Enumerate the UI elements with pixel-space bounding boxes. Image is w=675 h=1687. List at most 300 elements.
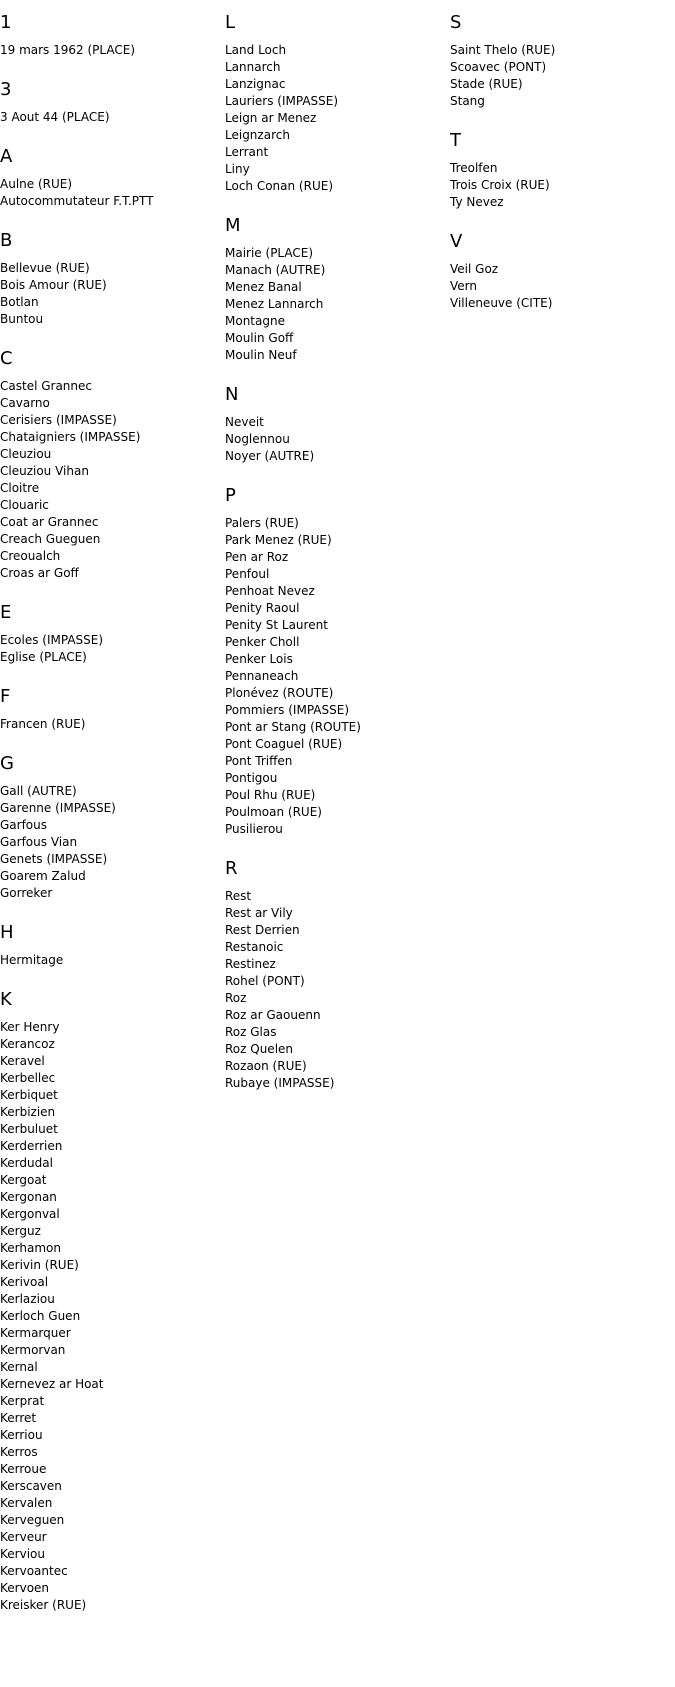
street-list-item [0,193,220,210]
street-link[interactable]: Penity St Laurent [225,618,328,632]
section-letter-heading: B [0,230,13,251]
street-list-item [225,93,445,110]
street-link[interactable]: Penfoul [225,567,270,581]
street-link[interactable]: Menez Banal [225,280,302,294]
street-list-item [0,1223,220,1240]
letter-section [450,231,670,312]
street-link[interactable]: Restinez [225,957,276,971]
street-list-item [225,719,445,736]
letter-section [0,922,220,969]
street-link[interactable]: Rest Derrien [225,923,300,937]
street-link[interactable]: Manach (AUTRE) [225,263,326,277]
street-link[interactable]: Kergoat [0,1173,47,1187]
street-link[interactable]: Kerbizien [0,1105,56,1119]
street-link[interactable]: Bellevue (RUE) [0,261,90,275]
street-link[interactable]: Kervoantec [0,1564,68,1578]
street-link[interactable]: Poulmoan (RUE) [225,805,322,819]
street-link[interactable]: 3 Aout 44 (PLACE) [0,110,110,124]
street-list-item [0,294,220,311]
street-link[interactable]: Gorreker [0,886,53,900]
street-link[interactable]: Scoavec (PONT) [450,60,547,74]
street-list-item [225,1007,445,1024]
section-letter-heading: P [225,485,236,506]
street-list-item [0,1155,220,1172]
street-list-item [225,178,445,195]
street-list-item [0,1495,220,1512]
street-link[interactable]: Noyer (AUTRE) [225,449,315,463]
street-list [225,414,445,465]
street-link[interactable]: Kernevez ar Hoat [0,1377,104,1391]
street-link[interactable]: Kermorvan [0,1343,66,1357]
street-link[interactable]: Lannarch [225,60,281,74]
street-link[interactable]: Lerrant [225,145,269,159]
street-list-item [0,1036,220,1053]
street-list-item [225,262,445,279]
letter-section [0,230,220,328]
street-link[interactable]: Kerhamon [0,1241,61,1255]
street-list [0,632,220,666]
street-list-item [225,347,445,364]
street-list-item [225,1075,445,1092]
street-link[interactable]: Poul Rhu (RUE) [225,788,316,802]
street-list-item [0,1597,220,1614]
street-list-item [225,753,445,770]
street-link[interactable]: Kerlaziou [0,1292,55,1306]
street-list-item [225,448,445,465]
street-list-item [0,514,220,531]
street-link[interactable]: Kerancoz [0,1037,55,1051]
street-link[interactable]: Land Loch [225,43,287,57]
section-letter-heading: E [0,602,12,623]
street-index-column-2 [225,12,445,1112]
street-list-item [0,497,220,514]
street-list-item [0,1461,220,1478]
street-list-item [450,261,670,278]
street-link[interactable]: Rest [225,889,252,903]
street-list-item [0,378,220,395]
street-list [0,716,220,733]
street-list-item [450,93,670,110]
street-list-item [0,395,220,412]
street-link[interactable]: Eglise (PLACE) [0,650,87,664]
street-link[interactable]: Aulne (RUE) [0,177,73,191]
street-list-item [0,1580,220,1597]
street-link[interactable]: Cavarno [0,396,50,410]
street-list-item [0,1257,220,1274]
street-link[interactable]: Ecoles (IMPASSE) [0,633,104,647]
letter-section [0,146,220,210]
street-list-item [0,531,220,548]
street-link[interactable]: Croas ar Goff [0,566,79,580]
street-link[interactable]: Kerprat [0,1394,45,1408]
street-list-item [225,617,445,634]
street-link[interactable]: Kerderrien [0,1139,63,1153]
street-link[interactable]: Palers (RUE) [225,516,299,530]
street-link[interactable]: Kerloch Guen [0,1309,81,1323]
street-list [0,783,220,902]
street-list-item [0,446,220,463]
street-list-item [0,1393,220,1410]
street-list-item [0,1019,220,1036]
street-link[interactable]: Cleuziou Vihan [0,464,89,478]
street-link[interactable]: Kerveguen [0,1513,65,1527]
street-link[interactable]: Liny [225,162,250,176]
street-list-item [225,1041,445,1058]
street-link[interactable]: Penhoat Nevez [225,584,315,598]
street-list-item [450,194,670,211]
street-list-item [0,277,220,294]
section-letter-heading: C [0,348,13,369]
street-link[interactable]: Goarem Zalud [0,869,86,883]
street-list-item [0,1274,220,1291]
street-link[interactable]: Pontigou [225,771,278,785]
street-link[interactable]: Castel Grannec [0,379,92,393]
section-letter-heading: H [0,922,14,943]
section-letter-heading: R [225,858,238,879]
street-list-item [225,770,445,787]
street-link[interactable]: Restanoic [225,940,284,954]
street-list-item [225,431,445,448]
street-link[interactable]: Coat ar Grannec [0,515,99,529]
street-list-item [0,885,220,902]
street-link[interactable]: Stang [450,94,485,108]
street-list-item [0,868,220,885]
street-list-item [450,177,670,194]
letter-section [0,686,220,733]
street-list-item [0,1427,220,1444]
street-link[interactable]: Kerriou [0,1428,43,1442]
street-link[interactable]: Penker Lois [225,652,293,666]
street-list-item [0,1104,220,1121]
street-list-item [0,260,220,277]
street-link[interactable]: Roz ar Gaouenn [225,1008,321,1022]
street-list-item [225,736,445,753]
street-link[interactable]: Roz [225,991,247,1005]
street-list [225,245,445,364]
street-list-item [225,76,445,93]
street-list-item [225,1058,445,1075]
street-list-item [0,1478,220,1495]
street-list-item [0,176,220,193]
street-list-item [0,1444,220,1461]
street-link[interactable]: Creach Gueguen [0,532,101,546]
street-list-item [0,480,220,497]
street-link[interactable]: Roz Glas [225,1025,277,1039]
street-list [0,378,220,582]
section-letter-heading: N [225,384,239,405]
street-link[interactable]: Cloitre [0,481,40,495]
street-list [0,42,220,59]
street-link[interactable]: Trois Croix (RUE) [450,178,550,192]
section-letter-heading: A [0,146,13,167]
street-link[interactable]: Francen (RUE) [0,717,86,731]
street-list-item [450,160,670,177]
street-list [0,176,220,210]
street-link[interactable]: Noglennou [225,432,290,446]
street-list-item [225,313,445,330]
street-link[interactable]: Villeneuve (CITE) [450,296,553,310]
street-link[interactable]: Neveit [225,415,264,429]
street-link[interactable]: Leign ar Menez [225,111,317,125]
street-list-item [225,668,445,685]
street-link[interactable]: Loch Conan (RUE) [225,179,333,193]
street-list-item [225,1024,445,1041]
section-letter-heading: G [0,753,14,774]
street-list-item [0,1138,220,1155]
street-link[interactable]: Rohel (PONT) [225,974,305,988]
street-list-item [0,1325,220,1342]
street-list-item [225,651,445,668]
street-list-item [225,634,445,651]
street-list-item [225,939,445,956]
street-list-item [0,817,220,834]
street-list-item [0,952,220,969]
street-list-item [450,59,670,76]
street-link[interactable]: Kerivin (RUE) [0,1258,79,1272]
street-link[interactable]: Kerveur [0,1530,47,1544]
street-link[interactable]: Kerguz [0,1224,41,1238]
street-list-item [225,566,445,583]
street-link[interactable]: Lauriers (IMPASSE) [225,94,339,108]
street-list [0,260,220,328]
street-list [450,160,670,211]
street-link[interactable]: Vern [450,279,477,293]
street-list-item [0,1172,220,1189]
street-link[interactable]: Pont ar Stang (ROUTE) [225,720,361,734]
street-link[interactable]: Menez Lannarch [225,297,324,311]
street-link[interactable]: Kermarquer [0,1326,71,1340]
street-link[interactable]: Autocommutateur F.T.PTT [0,194,154,208]
street-link[interactable]: Kerdudal [0,1156,53,1170]
street-list-item [0,1376,220,1393]
letter-section [225,12,445,195]
street-link[interactable]: Penker Choll [225,635,300,649]
letter-section [0,348,220,582]
street-link[interactable]: Moulin Neuf [225,348,297,362]
street-list-item [225,804,445,821]
section-letter-heading: F [0,686,11,707]
street-list-item [225,990,445,1007]
street-link[interactable]: Kerret [0,1411,37,1425]
street-list-item [225,42,445,59]
street-list-item [225,973,445,990]
street-link[interactable]: Kerivoal [0,1275,49,1289]
street-link[interactable]: Kerbiquet [0,1088,58,1102]
street-link[interactable]: Pommiers (IMPASSE) [225,703,349,717]
street-list-item [0,565,220,582]
letter-section [0,79,220,126]
street-link[interactable]: Kernal [0,1360,38,1374]
street-list-item [225,161,445,178]
street-link[interactable]: Garfous Vian [0,835,78,849]
street-list-item [225,600,445,617]
street-link[interactable]: Leignzarch [225,128,290,142]
street-link[interactable]: Creoualch [0,549,61,563]
street-link[interactable]: Keravel [0,1054,45,1068]
street-link[interactable]: Ty Nevez [450,195,504,209]
street-link[interactable]: Cerisiers (IMPASSE) [0,413,117,427]
street-list-item [450,76,670,93]
street-link[interactable]: Buntou [0,312,44,326]
street-list-item [0,412,220,429]
street-link[interactable]: Kerviou [0,1547,45,1561]
street-list-item [0,1359,220,1376]
street-list-item [0,42,220,59]
street-list-item [0,800,220,817]
street-list-item [225,821,445,838]
street-link[interactable]: Kergonan [0,1190,57,1204]
street-link[interactable]: Kerbuluet [0,1122,58,1136]
street-list-item [0,1529,220,1546]
street-link[interactable]: Hermitage [0,953,64,967]
street-link[interactable]: Clouaric [0,498,49,512]
street-link[interactable]: Park Menez (RUE) [225,533,332,547]
street-link[interactable]: Montagne [225,314,285,328]
street-link[interactable]: Veil Goz [450,262,499,276]
street-list-item [0,1342,220,1359]
section-letter-heading: S [450,12,462,33]
street-link[interactable]: Kerbellec [0,1071,56,1085]
street-list-item [0,649,220,666]
street-link[interactable]: Garfous [0,818,48,832]
street-list-item [0,1512,220,1529]
street-link[interactable]: Mairie (PLACE) [225,246,314,260]
street-link[interactable]: Pont Coaguel (RUE) [225,737,343,751]
letter-section [225,384,445,465]
street-list-item [0,1308,220,1325]
street-list-item [450,42,670,59]
street-list-item [225,279,445,296]
street-list-item [225,330,445,347]
street-list-item [225,127,445,144]
street-list-item [0,1206,220,1223]
street-link[interactable]: Genets (IMPASSE) [0,852,108,866]
street-list [0,109,220,126]
street-list-item [225,144,445,161]
street-list-item [0,1291,220,1308]
letter-section [450,12,670,110]
street-link[interactable]: Kerroue [0,1462,47,1476]
section-letter-heading: 3 [0,79,12,100]
street-list-item [0,1546,220,1563]
street-link[interactable]: Pusilierou [225,822,283,836]
section-letter-heading: T [450,130,461,151]
street-list-item [225,414,445,431]
street-index-column-3 [450,12,670,332]
street-link[interactable]: Penity Raoul [225,601,300,615]
street-link[interactable]: 19 mars 1962 (PLACE) [0,43,135,57]
street-link[interactable]: Kergonval [0,1207,60,1221]
street-link[interactable]: Saint Thelo (RUE) [450,43,556,57]
street-link[interactable]: Roz Quelen [225,1042,294,1056]
street-list-item [225,956,445,973]
street-link[interactable]: Kervoen [0,1581,50,1595]
street-link[interactable]: Ker Henry [0,1020,60,1034]
street-list-item [225,583,445,600]
street-list-item [225,549,445,566]
street-list-item [0,311,220,328]
street-list [450,261,670,312]
street-list-item [0,1087,220,1104]
street-list-item [225,245,445,262]
street-list-item [450,278,670,295]
street-link[interactable]: Bois Amour (RUE) [0,278,107,292]
street-list-item [450,295,670,312]
street-link[interactable]: Rest ar Vily [225,906,293,920]
letter-section [225,485,445,838]
letter-section [0,753,220,902]
street-link[interactable]: Moulin Goff [225,331,294,345]
street-list-item [225,702,445,719]
street-link[interactable]: Kreisker (RUE) [0,1598,87,1612]
letter-section [225,858,445,1092]
street-list-item [225,905,445,922]
street-list-item [0,1410,220,1427]
street-link[interactable]: Rubaye (IMPASSE) [225,1076,335,1090]
street-list-item [0,716,220,733]
street-link[interactable]: Pont Triffen [225,754,293,768]
street-link[interactable]: Rozaon (RUE) [225,1059,307,1073]
letter-section [0,12,220,59]
street-link[interactable]: Chataigniers (IMPASSE) [0,430,141,444]
street-link[interactable]: Kerros [0,1445,38,1459]
street-link[interactable]: Kervalen [0,1496,53,1510]
street-list [225,888,445,1092]
street-list-item [225,888,445,905]
street-list-item [0,1240,220,1257]
letter-section [225,215,445,364]
street-link[interactable]: Treolfen [450,161,498,175]
section-letter-heading: 1 [0,12,12,33]
street-link[interactable]: Garenne (IMPASSE) [0,801,116,815]
street-link[interactable]: Kerscaven [0,1479,62,1493]
street-link[interactable]: Lanzignac [225,77,286,91]
street-link[interactable]: Plonévez (ROUTE) [225,686,334,700]
street-list [450,42,670,110]
street-link[interactable]: Pennaneach [225,669,299,683]
letter-section [0,602,220,666]
street-link[interactable]: Stade (RUE) [450,77,523,91]
street-list-item [225,685,445,702]
street-list-item [225,787,445,804]
street-list-item [0,851,220,868]
street-index-column-1 [0,12,220,1634]
street-list-item [0,1121,220,1138]
street-list-item [225,515,445,532]
letter-section [0,989,220,1614]
street-list [225,515,445,838]
street-list-item [0,1189,220,1206]
street-list-item [0,429,220,446]
street-list-item [225,59,445,76]
street-link[interactable]: Gall (AUTRE) [0,784,77,798]
street-list-item [0,834,220,851]
street-list-item [0,783,220,800]
street-list-item [225,532,445,549]
street-link[interactable]: Botlan [0,295,39,309]
section-letter-heading: K [0,989,12,1010]
street-list [0,952,220,969]
street-list-item [0,1563,220,1580]
street-list [0,1019,220,1614]
street-list-item [225,922,445,939]
street-link[interactable]: Pen ar Roz [225,550,289,564]
street-list-item [0,632,220,649]
street-list-item [0,1053,220,1070]
street-list-item [0,548,220,565]
section-letter-heading: V [450,231,463,252]
street-link[interactable]: Cleuziou [0,447,52,461]
